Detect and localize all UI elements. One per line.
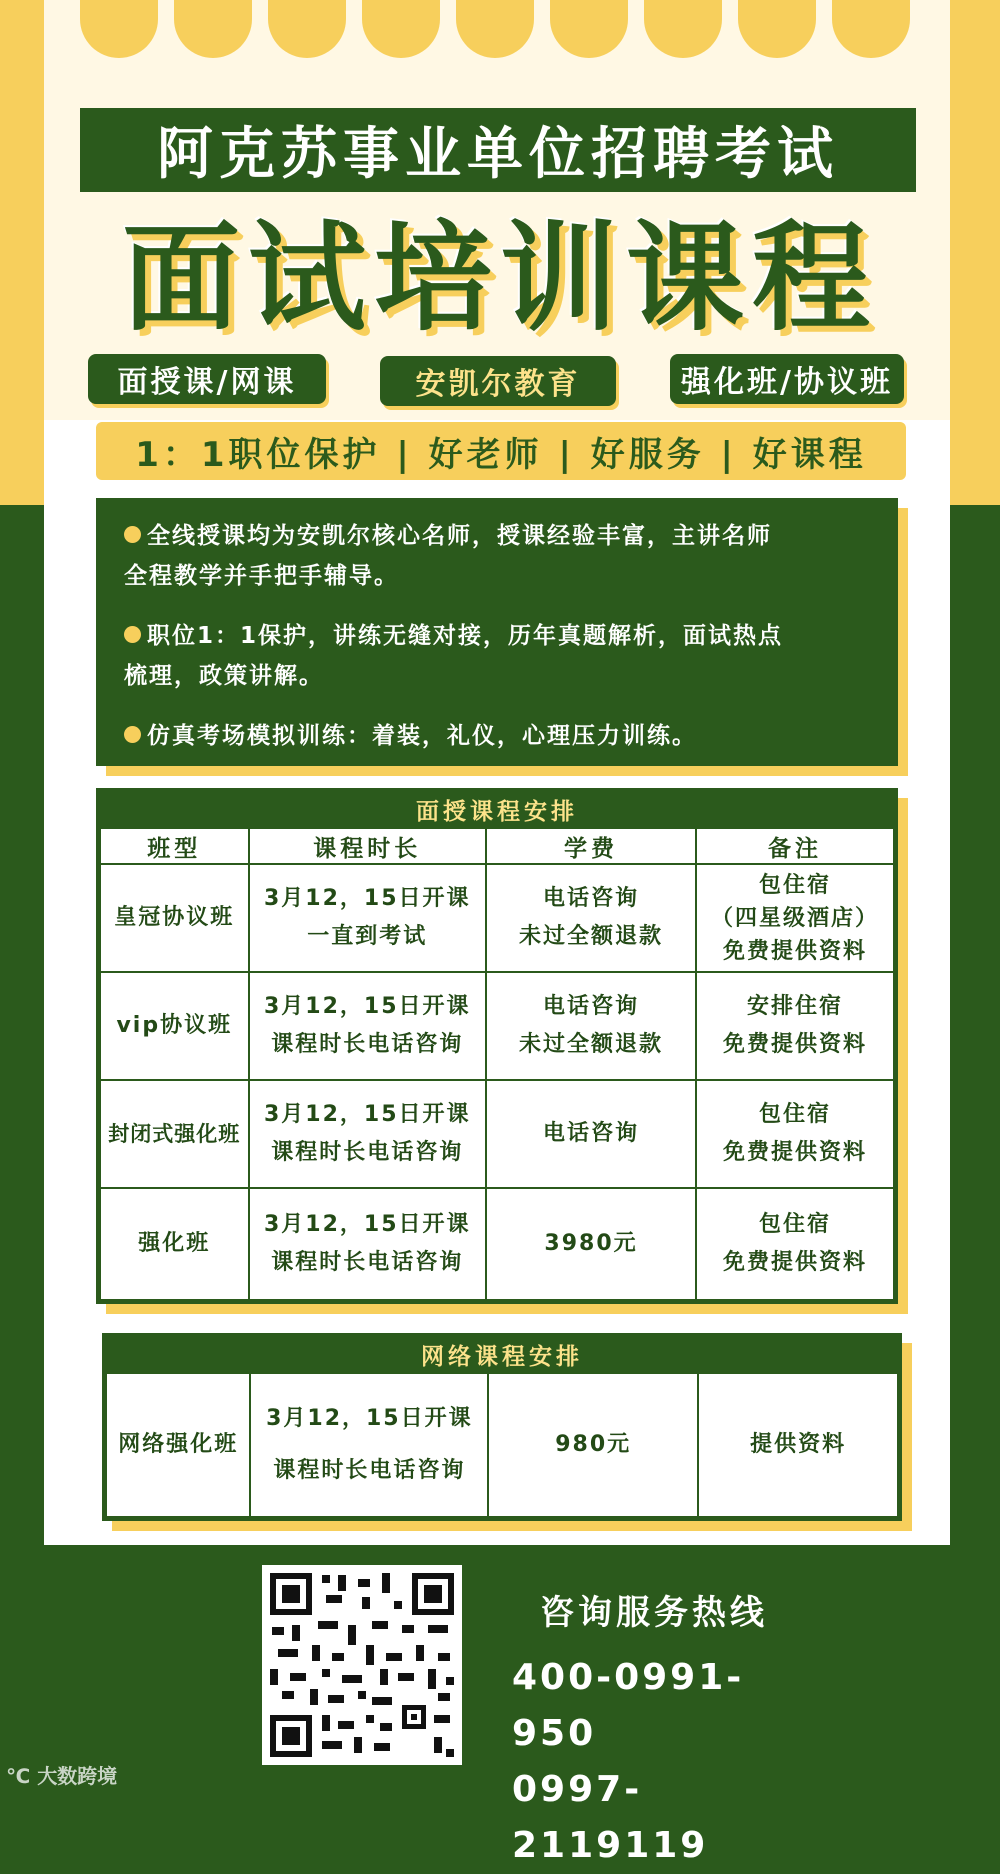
fee-cell: 电话咨询 bbox=[486, 1080, 696, 1188]
column-header: 备注 bbox=[696, 828, 894, 864]
fee-cell: 电话咨询 未过全额退款 bbox=[486, 972, 696, 1080]
class-type-cell: 皇冠协议班 bbox=[100, 864, 249, 972]
tag-class-type: 强化班/协议班 bbox=[670, 354, 904, 404]
duration-cell: 3月12，15日开课 课程时长电话咨询 bbox=[249, 972, 487, 1080]
fee-cell: 980元 bbox=[488, 1373, 698, 1517]
column-header: 学费 bbox=[486, 828, 696, 864]
watermark-icon: ℃ bbox=[6, 1764, 31, 1788]
class-type-cell: 强化班 bbox=[100, 1188, 249, 1300]
online-schedule-table bbox=[102, 1333, 902, 1521]
tag-course-type: 面授课/网课 bbox=[88, 354, 326, 404]
hotline-heading: 咨询服务热线 bbox=[540, 1593, 768, 1633]
table-row bbox=[100, 972, 894, 1080]
fee-cell: 电话咨询 未过全额退款 bbox=[486, 864, 696, 972]
tag-brand: 安凯尔教育 bbox=[380, 356, 616, 406]
duration-cell: 3月12，15日开课 课程时长电话咨询 bbox=[249, 1188, 487, 1300]
note-cell: 包住宿 免费提供资料 bbox=[696, 1080, 894, 1188]
title-banner bbox=[80, 108, 916, 192]
features-panel bbox=[96, 498, 898, 766]
online-table-title: 网络课程安排 bbox=[105, 1336, 899, 1372]
qr-code-icon bbox=[262, 1565, 462, 1765]
table-row bbox=[100, 864, 894, 972]
table-row bbox=[100, 1080, 894, 1188]
column-header: 班型 bbox=[100, 828, 249, 864]
note-cell: 提供资料 bbox=[698, 1373, 898, 1517]
watermark-logo bbox=[6, 1760, 117, 1789]
online-table bbox=[105, 1372, 899, 1518]
phone-number-2[interactable]: 0997-2119119 bbox=[512, 1769, 709, 1866]
scallop-border bbox=[34, 0, 940, 62]
class-type-cell: vip协议班 bbox=[100, 972, 249, 1080]
slogan-bar: 1：1职位保护 | 好老师 | 好服务 | 好课程 bbox=[96, 422, 906, 480]
bullet-dot-icon bbox=[124, 526, 141, 543]
column-header: 课程时长 bbox=[249, 828, 487, 864]
table-header-row bbox=[100, 828, 894, 864]
table-row bbox=[106, 1373, 898, 1517]
note-cell: 包住宿 免费提供资料 bbox=[696, 1188, 894, 1300]
qr-code bbox=[262, 1565, 462, 1765]
duration-cell: 3月12，15日开课 课程时长电话咨询 bbox=[250, 1373, 488, 1517]
phone-number-1[interactable]: 400-0991-950 bbox=[512, 1657, 745, 1754]
note-cell: 包住宿 （四星级酒店） 免费提供资料 bbox=[696, 864, 894, 972]
class-type-cell: 封闭式强化班 bbox=[100, 1080, 249, 1188]
big-title: 面试培训课程 bbox=[121, 209, 878, 347]
note-cell: 安排住宿 免费提供资料 bbox=[696, 972, 894, 1080]
bullet-dot-icon bbox=[124, 726, 141, 743]
duration-cell: 3月12，15日开课 课程时长电话咨询 bbox=[249, 1080, 487, 1188]
feature-item: 仿真考场模拟训练：着装，礼仪，心理压力训练。 bbox=[124, 716, 870, 756]
bullet-dot-icon bbox=[124, 626, 141, 643]
page-title: 阿克苏事业单位招聘考试 bbox=[157, 122, 839, 187]
fee-cell: 3980元 bbox=[486, 1188, 696, 1300]
onsite-schedule-table bbox=[96, 788, 898, 1304]
feature-item: 全线授课均为安凯尔核心名师，授课经验丰富，主讲名师 全程教学并手把手辅导。 bbox=[124, 523, 772, 589]
class-type-cell: 网络强化班 bbox=[106, 1373, 250, 1517]
duration-cell: 3月12，15日开课 一直到考试 bbox=[249, 864, 487, 972]
onsite-table bbox=[99, 827, 895, 1301]
watermark-text: 大数跨境 bbox=[37, 1764, 118, 1788]
onsite-table-title: 面授课程安排 bbox=[99, 791, 895, 827]
feature-item: 职位1：1保护，讲练无缝对接，历年真题解析，面试热点 梳理，政策讲解。 bbox=[124, 623, 784, 689]
table-row bbox=[100, 1188, 894, 1300]
contact-section bbox=[512, 1585, 812, 1874]
